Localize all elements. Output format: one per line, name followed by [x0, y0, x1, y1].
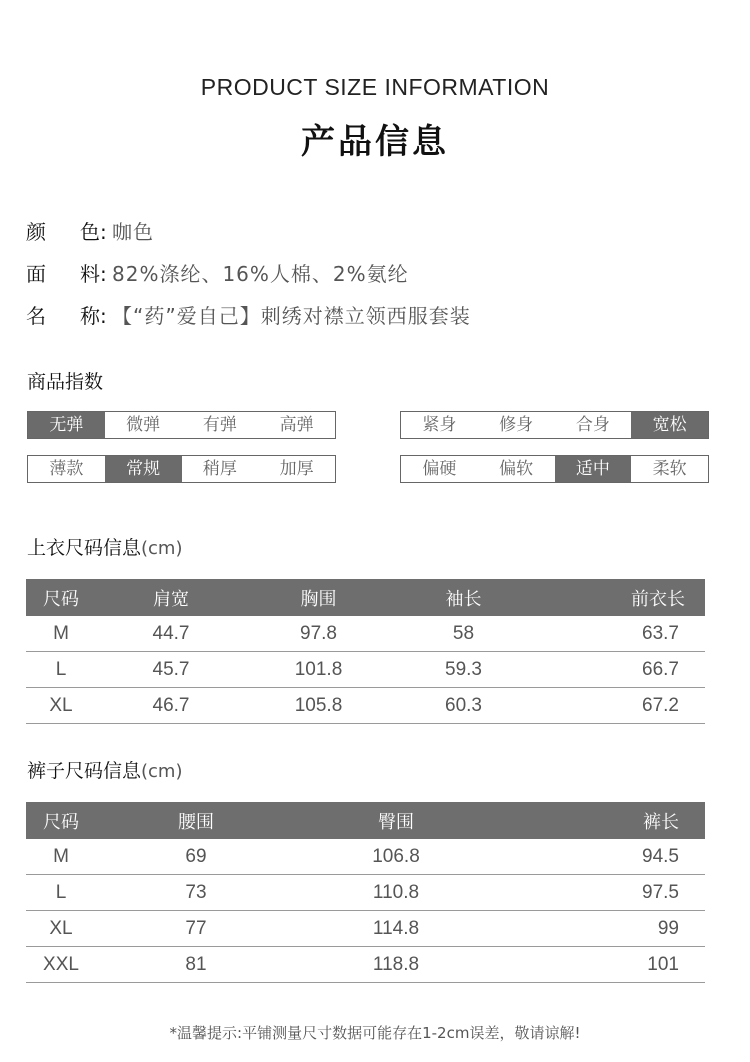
info-row-color	[26, 216, 154, 245]
info-label: 名 称:	[26, 304, 107, 328]
fit-option: 修身	[499, 415, 534, 435]
fit-scale	[400, 411, 709, 439]
unit-label: (cm)	[141, 761, 183, 782]
table-header-row	[26, 802, 705, 839]
table-row: XL 77 114.8 99	[26, 911, 705, 947]
fit-option: 宽松	[631, 412, 708, 438]
header-front-length: 前衣长	[536, 579, 705, 616]
english-title: PRODUCT SIZE INFORMATION	[200, 74, 550, 100]
measurement-note: *温馨提示:平铺测量尺寸数据可能存在1-2cm误差，敬请谅解!	[169, 1024, 581, 1042]
table-row: L 45.7 101.8 59.3 66.7	[26, 652, 705, 688]
top-size-title: 上衣尺码信息(cm)	[27, 537, 183, 559]
thickness-option: 稍厚	[202, 459, 237, 479]
table-row: XL 46.7 105.8 60.3 67.2	[26, 688, 705, 724]
table-header-row	[26, 579, 705, 616]
pants-size-title: 裤子尺码信息(cm)	[27, 760, 183, 782]
top-size-table	[26, 579, 705, 724]
header-shoulder: 肩宽	[96, 579, 246, 616]
elasticity-option: 有弹	[202, 415, 237, 435]
elasticity-scale	[27, 411, 336, 439]
header-pants-length: 裤长	[496, 802, 705, 839]
header-sleeve: 袖长	[391, 579, 536, 616]
elasticity-option: 高弹	[279, 415, 314, 435]
info-label: 颜 色:	[26, 220, 107, 244]
info-value: 82%涤纶、16%人棉、2%氨纶	[112, 262, 409, 286]
table-row: M 69 106.8 94.5	[26, 839, 705, 875]
elasticity-option: 无弹	[28, 412, 105, 438]
unit-label: (cm)	[141, 538, 183, 559]
header-chest: 胸围	[246, 579, 391, 616]
softness-option: 柔软	[652, 459, 687, 479]
softness-scale	[400, 455, 709, 483]
thickness-scale	[27, 455, 336, 483]
header-waist: 腰围	[96, 802, 296, 839]
header-hip: 臀围	[296, 802, 496, 839]
table-row: L 73 110.8 97.5	[26, 875, 705, 911]
pants-size-table	[26, 802, 705, 983]
table-row: XXL 81 118.8 101	[26, 947, 705, 983]
table-row: M 44.7 97.8 58 63.7	[26, 616, 705, 652]
thickness-option: 常规	[105, 456, 182, 482]
header-size: 尺码	[26, 579, 96, 616]
chinese-title: 产品信息	[301, 122, 449, 162]
fit-option: 紧身	[422, 415, 457, 435]
header-size: 尺码	[26, 802, 96, 839]
thickness-option: 薄款	[49, 459, 84, 479]
info-label: 面 料:	[26, 262, 107, 286]
elasticity-option: 微弹	[126, 415, 161, 435]
info-value: 咖色	[112, 220, 154, 244]
info-value: 【“药”爱自己】刺绣对襟立领西服套装	[112, 304, 471, 328]
softness-option: 适中	[555, 456, 632, 482]
fit-option: 合身	[575, 415, 610, 435]
index-title: 商品指数	[27, 371, 104, 393]
softness-option: 偏硬	[422, 459, 457, 479]
thickness-option: 加厚	[279, 459, 314, 479]
info-row-name	[26, 300, 471, 329]
softness-option: 偏软	[499, 459, 534, 479]
info-row-fabric	[26, 258, 409, 287]
